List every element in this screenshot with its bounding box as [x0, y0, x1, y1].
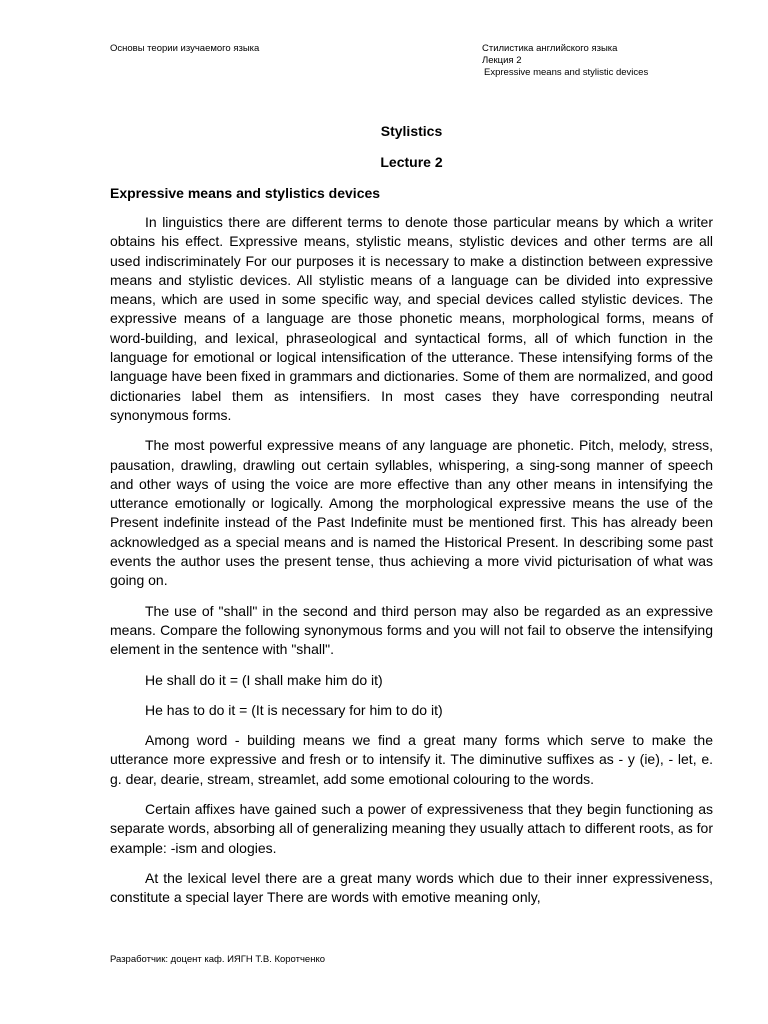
paragraph: Among word - building means we find a great many forms which serve to make the utterance more expressive and fresh or to intensify it. The diminutive suffixes as - y (ie), - let, e. g. dear, dearie, stream, streamlet, add some emotional colouring to the words.: [110, 732, 713, 787]
document-subtitle: Lecture 2: [380, 154, 443, 170]
header-lecture-number: Лекция 2: [482, 55, 522, 66]
paragraph: The most powerful expressive means of any language are phonetic. Pitch, melody, stress, pausation, drawling, drawling out certain syllables, whispering, a sing-song manner of speech and other ways of using the voice are more effective than any other means in intensifying the utterance emotionally or logically. Among the morphological expressive means the use of the Present indefinite instead of the Past Indefinite must be mentioned first. This has already been acknowledged as a special means and is named the Historical Present. In describing some past events the author uses the present tense, thus achieving a more vivid picturisation of what was going on.: [110, 437, 713, 589]
header-course-title: Основы теории изучаемого языка: [110, 43, 260, 54]
document-body: [110, 122, 713, 908]
paragraph: In linguistics there are different terms to denote those particular means by which a writer obtains his effect. Expressive means, stylistic means, stylistic devices and other terms are all used indiscriminately For our purposes it is necessary to make a distinction between expressive means and stylistic devices. All stylistic means of a language can be divided into expressive means, which are used in some specific way, and special devices called stylistic devices. The expressive means of a language are those phonetic means, morphological forms, means of word-building, and lexical, phraseological and syntactical forms, all of which function in the language for emotional or logical intensification of the utterance. These intensifying forms of the language have been fixed in grammars and dictionaries. Some of them are normalized, and good dictionaries label them as intensifiers. In most cases they have corresponding neutral synonymous forms.: [110, 214, 713, 423]
example-line: He shall do it = (I shall make him do it): [145, 671, 383, 688]
section-heading: Expressive means and stylistics devices: [110, 185, 381, 201]
header-right: [482, 43, 648, 79]
header-subject: Стилистика английского языка: [482, 43, 618, 54]
header-left: [110, 43, 259, 55]
paragraph: At the lexical level there are a great many words which due to their inner expressiveness, constitute a special layer There are words with emotive meaning only,: [110, 869, 713, 906]
footer-author: Разработчик: доцент каф. ИЯГН Т.В. Коротченко: [110, 954, 325, 965]
paragraph: The use of "shall" in the second and third person may also be regarded as an expressive means. Compare the following synonymous forms and you will not fail to observe the intensifying element in the sentence with "shall".: [110, 602, 713, 658]
header-lecture-topic: Expressive means and stylistic devices: [484, 67, 649, 78]
example-line: He has to do it = (It is necessary for him to do it): [145, 701, 443, 718]
document-title: Stylistics: [380, 123, 443, 139]
paragraph: Certain affixes have gained such a power of expressiveness that they begin functioning as separate words, absorbing all of generalizing meaning they usually attach to different roots, as for example: -ism and ologies.: [110, 801, 713, 856]
